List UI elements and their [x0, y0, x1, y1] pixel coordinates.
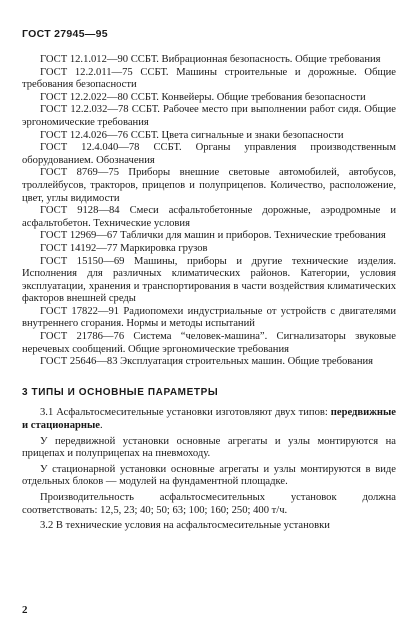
reference-item: ГОСТ 12.2.011—75 ССБТ. Машины строительные и дорожные. Общие требования безопасности — [22, 66, 396, 91]
paragraph-3-1-text: 3.1 Асфальтосмесительные установки изготовляют двух типов: — [40, 407, 331, 419]
section-title: 3 ТИПЫ И ОСНОВНЫЕ ПАРАМЕТРЫ — [22, 386, 219, 398]
reference-item: ГОСТ 12.2.022—80 ССБТ. Конвейеры. Общие требования безопасности — [40, 91, 366, 103]
reference-item: ГОСТ 17822—91 Радиопомехи индустриальные от устройств с двигателями внутреннего сгорания. Нормы и методы испытаний — [22, 305, 396, 330]
paragraph-mobile-plant: У передвижной установки основные агрегаты и узлы монтируются на прицепах и полуприцепах на пневмоходу. — [22, 435, 396, 460]
page-number: 2 — [22, 604, 28, 616]
reference-item: ГОСТ 12969—67 Таблички для машин и приборов. Технические требования — [40, 230, 386, 242]
reference-item: ГОСТ 21786—76 Система “человек-машина”. Сигнализаторы звуковые неречевых сообщений. Общие эргономические требования — [22, 331, 396, 355]
reference-item: ГОСТ 12.2.032—78 ССБТ. Рабочее место при выполнении работ сидя. Общие эргономические требования — [22, 104, 396, 128]
paragraph-stationary-plant: У стационарной установки основные агрегаты и узлы монтируются в виде отдельных блоков — модулей на фундаментной площадке. — [22, 463, 396, 488]
reference-item: ГОСТ 12.4.026—76 ССБТ. Цвета сигнальные и знаки безопасности — [40, 129, 344, 141]
paragraph-3-1-emphasis: передвижные и стационарные — [22, 407, 396, 432]
reference-item: ГОСТ 25646—83 Эксплуатация строительных машин. Общие требования — [40, 356, 374, 368]
reference-item: ГОСТ 15150—69 Машины, приборы и другие технические изделия. Исполнения для различных климатических районов. Категории, условия эксплуатации, хранения и транспортирования в части воздействия климатических факторов внешней среды — [22, 255, 396, 305]
page-body — [22, 54, 396, 536]
reference-item: ГОСТ 12.4.040—78 ССБТ. Органы управления производственным оборудованием. Обозначения — [22, 142, 396, 166]
paragraph-3-1 — [22, 407, 396, 432]
reference-item: ГОСТ 12.1.012—90 ССБТ. Вибрационная безопасность. Общие требования — [40, 54, 381, 65]
paragraph-productivity: Производительность асфальтосмесительных установок должна соответствовать: 12,5, 23; 40; 50; 63; 100; 160; 250; 400 т/ч. — [22, 492, 396, 516]
page-header: ГОСТ 27945—95 — [22, 28, 108, 40]
paragraph-3-2: 3.2 В технические условия на асфальтосмесительные установки — [40, 520, 330, 532]
paragraph-3-1-end: . — [99, 420, 103, 432]
reference-item: ГОСТ 8769—75 Приборы внешние световые автомобилей, автобусов, троллейбусов, тракторов, прицепов и полуприцепов. Количество, расположение, цвет, углы видимости — [22, 167, 396, 204]
reference-item: ГОСТ 14192—77 Маркировка грузов — [40, 242, 208, 254]
reference-item: ГОСТ 9128—84 Смеси асфальтобетонные дорожные, аэродромные и асфальтобетон. Технические условия — [22, 205, 396, 229]
